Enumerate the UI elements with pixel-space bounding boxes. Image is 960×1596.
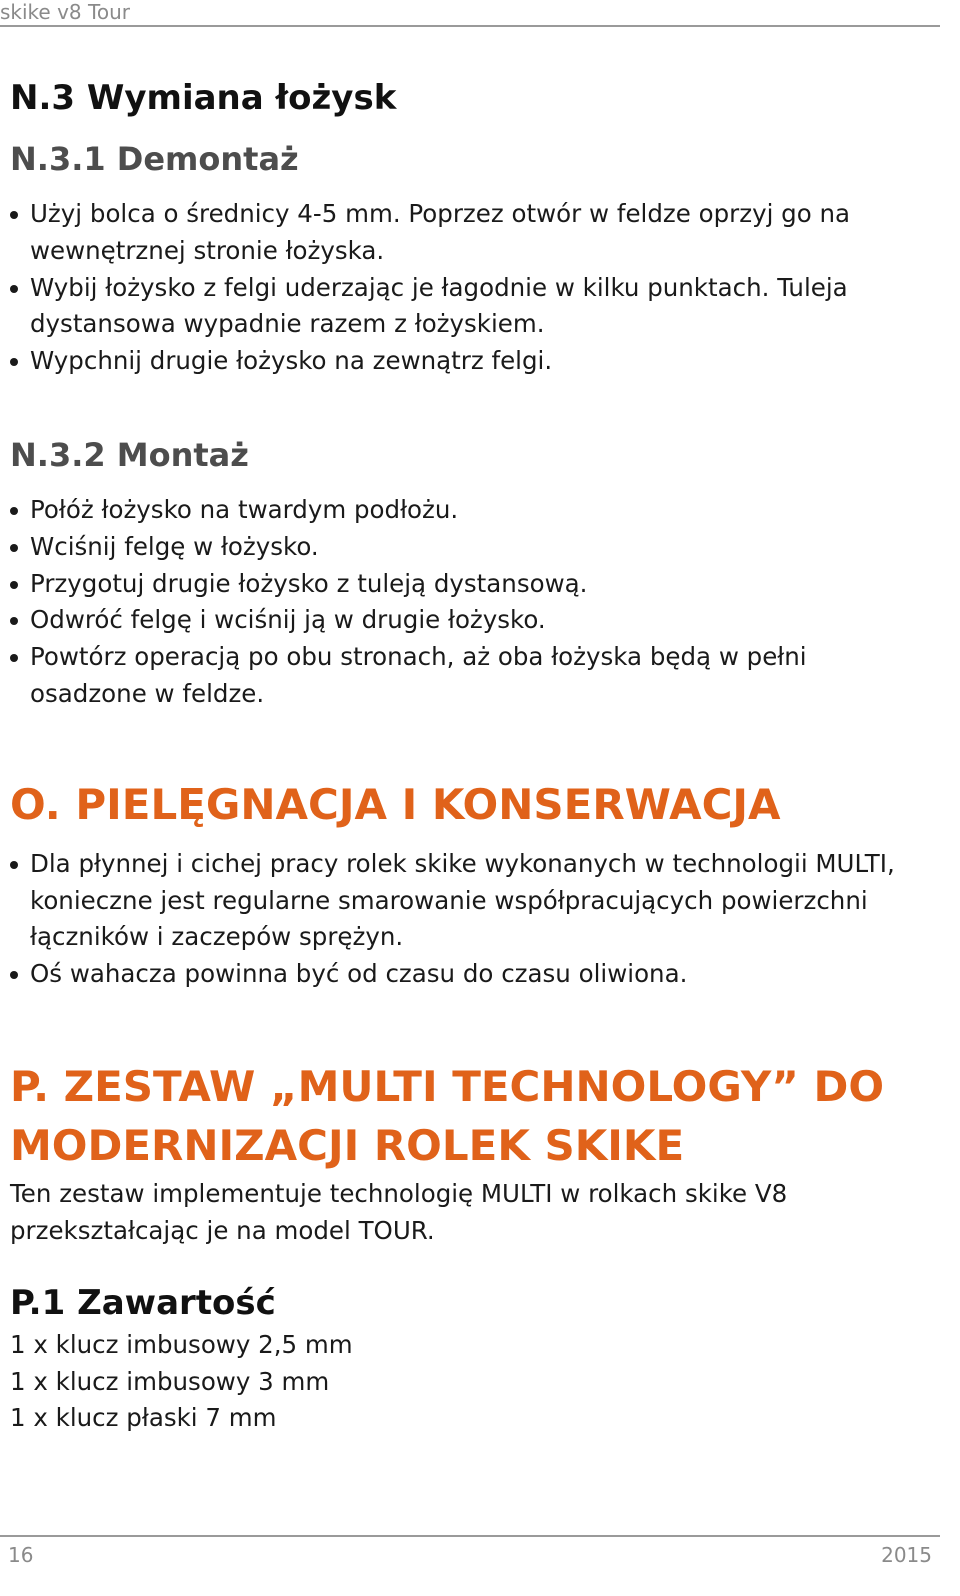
list-item: Użyj bolca o średnicy 4-5 mm. Poprzez otwór w feldze oprzyj go na wewnętrznej stronie łożyska. [10,196,940,270]
list-item: Odwróć felgę i wciśnij ją w drugie łożysko. [10,602,940,639]
list-item: Wypchnij drugie łożysko na zewnątrz felgi. [10,343,940,380]
section-n3-title: N.3 Wymiana łożysk [10,78,397,118]
list-item: Dla płynnej i cichej pracy rolek skike wykonanych w technologii MULTI, konieczne jest regularne smarowanie współpracujących powierzchni łączników i zaczepów sprężyn. [10,846,940,956]
running-header: skike v8 Tour [0,0,130,24]
section-n31-title: N.3.1 Demontaż [10,140,299,178]
page-content [10,74,940,1437]
contents-item: 1 x klucz imbusowy 3 mm [10,1366,330,1396]
section-n32-title: N.3.2 Montaż [10,435,249,474]
list-item: Oś wahacza powinna być od czasu do czasu oliwiona. [10,956,940,993]
section-p-title: P. ZESTAW „MULTI TECHNOLOGY” DO MODERNIZACJI ROLEK SKIKE [10,1061,885,1170]
contents-item: 1 x klucz płaski 7 mm [10,1403,277,1433]
list-item: Wciśnij felgę w łożysko. [10,529,940,566]
montaz-list [10,492,940,713]
contents-item: 1 x klucz imbusowy 2,5 mm [10,1329,353,1359]
list-item: Powtórz operacją po obu stronach, aż oba łożyska będą w pełni osadzone w feldze. [10,639,940,713]
section-p1-title: P.1 Zawartość [10,1282,276,1323]
list-item: Wybij łożysko z felgi uderzając je łagodnie w kilku punktach. Tuleja dystansowa wypadnie razem z łożyskiem. [10,270,940,344]
list-item: Przygotuj drugie łożysko z tuleją dystansową. [10,566,940,603]
footer-year: 2015 [881,1543,932,1567]
header-rule [0,25,940,27]
section-p-intro: Ten zestaw implementuje technologię MULTI w rolkach skike V8 przekształcając je na model TOUR. [10,1178,788,1245]
contents-list [10,1327,940,1437]
footer-rule [0,1535,940,1537]
demontaz-list [10,196,940,380]
pielegnacja-list [10,846,940,993]
list-item: Połóż łożysko na twardym podłożu. [10,492,940,529]
section-o-title: O. PIELĘGNACJA I KONSERWACJA [10,779,781,829]
page-number: 16 [8,1543,34,1567]
